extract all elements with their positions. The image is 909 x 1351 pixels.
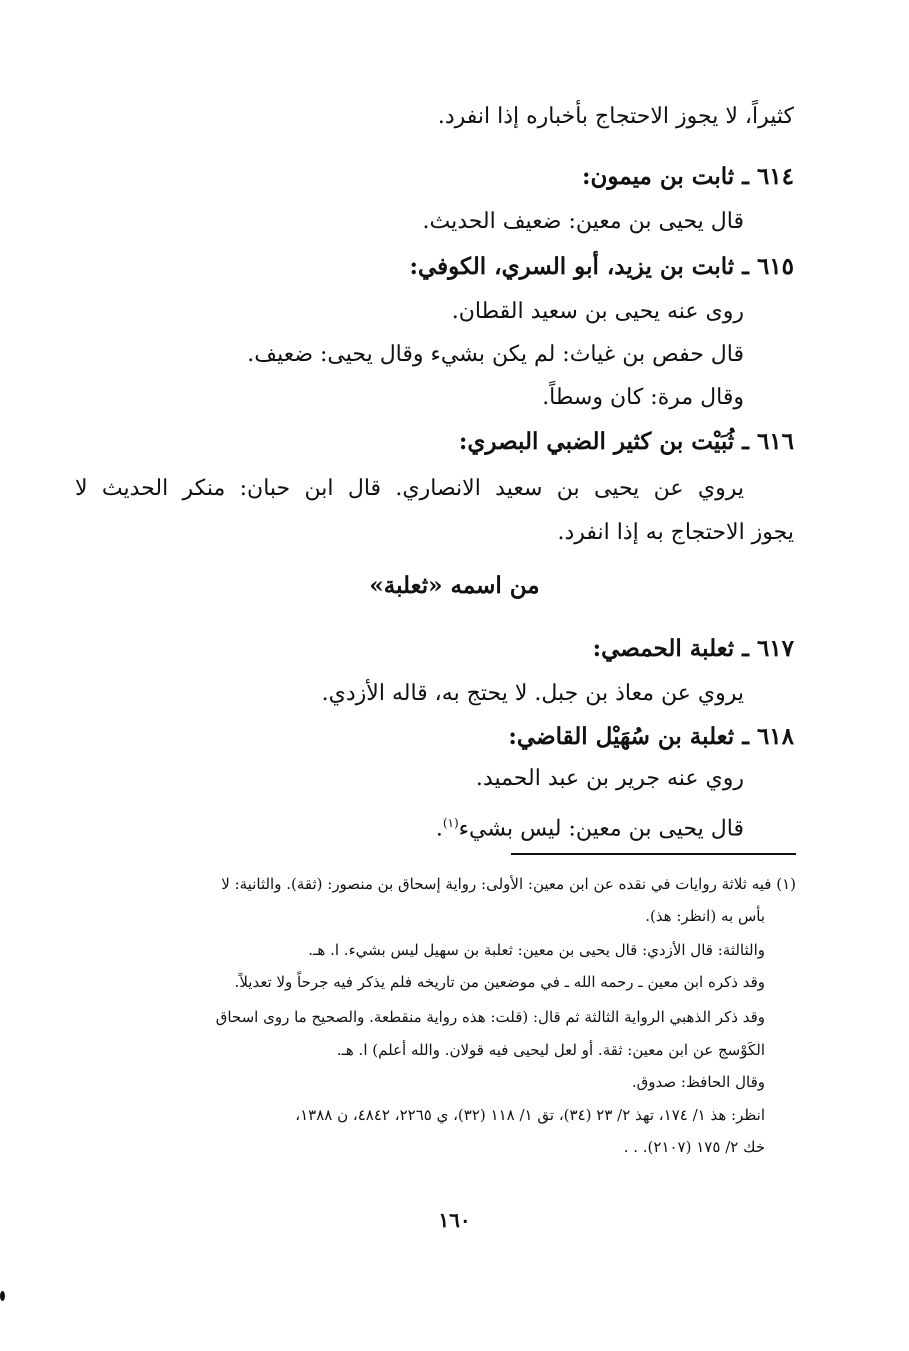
text-line: وقال مرة: كان وسطاً. <box>542 385 744 410</box>
text-line: كثيراً، لا يجوز الاحتجاج بأخباره إذا انفرد. <box>437 104 794 129</box>
footnote-line: وقد ذكره ابن معين ـ رحمه الله ـ في موضعين من تاريخه فلم يذكر فيه جرحاً ولا تعديلاً. <box>234 973 765 991</box>
footnote-line: انظر: هذ ١/ ١٧٤، تهذ ٢/ ٢٣ (٣٤)، تق ١/ ١١٨ (٣٢)، ي ٢٢٦٥، ٤٨٤٢، ن ١٣٨٨، <box>295 1106 765 1124</box>
footnote-line: وقال الحافظ: صدوق. <box>631 1073 765 1091</box>
entry-heading-618: ٦١٨ ـ ثعلبة بن سُهَيْل القاضي: <box>508 723 794 750</box>
text-line <box>75 806 744 846</box>
text-line: يروي عن يحيى بن سعيد الانصاري. قال ابن حبان: منكر الحديث لا <box>75 476 744 501</box>
entry-heading-615: ٦١٥ ـ ثابت بن يزيد، أبو السري، الكوفي: <box>409 253 794 280</box>
footnote-line: والثالثة: قال الأزدي: قال يحيى بن معين: ثعلبة بن سهيل ليس بشيء. ا. هـ. <box>308 941 765 959</box>
footnote-line: خك ٢/ ١٧٥ (٢١٠٧). . . <box>623 1138 765 1156</box>
text-line: روي عنه جرير بن عبد الحميد. <box>475 766 744 791</box>
text-line: روى عنه يحيى بن سعيد القطان. <box>451 299 744 324</box>
footnote-marker: (١) <box>442 816 459 830</box>
text-line: قال حفص بن غياث: لم يكن بشيء وقال يحيى: ضعيف. <box>247 342 744 367</box>
text-line: قال يحيى بن معين: ضعيف الحديث. <box>422 209 744 234</box>
text-segment: قال يحيى بن معين: ليس بشيء <box>458 816 744 842</box>
text-line: يروي عن معاذ بن جبل. لا يحتج به، قاله الأزدي. <box>321 681 744 706</box>
text-line: يجوز الاحتجاج به إذا انفرد. <box>557 520 794 545</box>
entry-heading-614: ٦١٤ ـ ثابت بن ميمون: <box>582 163 794 190</box>
footnote-line: بأس به (انظر: هذ). <box>645 907 765 925</box>
entry-heading-617: ٦١٧ ـ ثعلبة الحمصي: <box>592 635 794 662</box>
footnote-line: الكَوْسج عن ابن معين: ثقة. أو لعل ليحيى فيه قولان. والله أعلم) ا. هـ. <box>336 1041 765 1059</box>
section-heading: من اسمه «ثعلبة» <box>369 572 540 599</box>
scan-mark <box>0 1291 5 1301</box>
entry-heading-616: ٦١٦ ـ ثُبَيْت بن كثير الضبي البصري: <box>458 428 794 455</box>
footnote-line: (١) فيه ثلاثة روايات في نقده عن ابن معين: الأولى: رواية إسحاق بن منصور: (ثقة). والثانية: لا <box>221 875 796 893</box>
footnote-separator <box>511 853 796 855</box>
page-number: ١٦٠ <box>438 1208 471 1232</box>
text-segment: . <box>435 816 443 842</box>
footnote-line: وقد ذكر الذهبي الرواية الثالثة ثم قال: (قلت: هذه رواية منقطعة. والصحيح ما روى اسحاق <box>215 1008 765 1026</box>
